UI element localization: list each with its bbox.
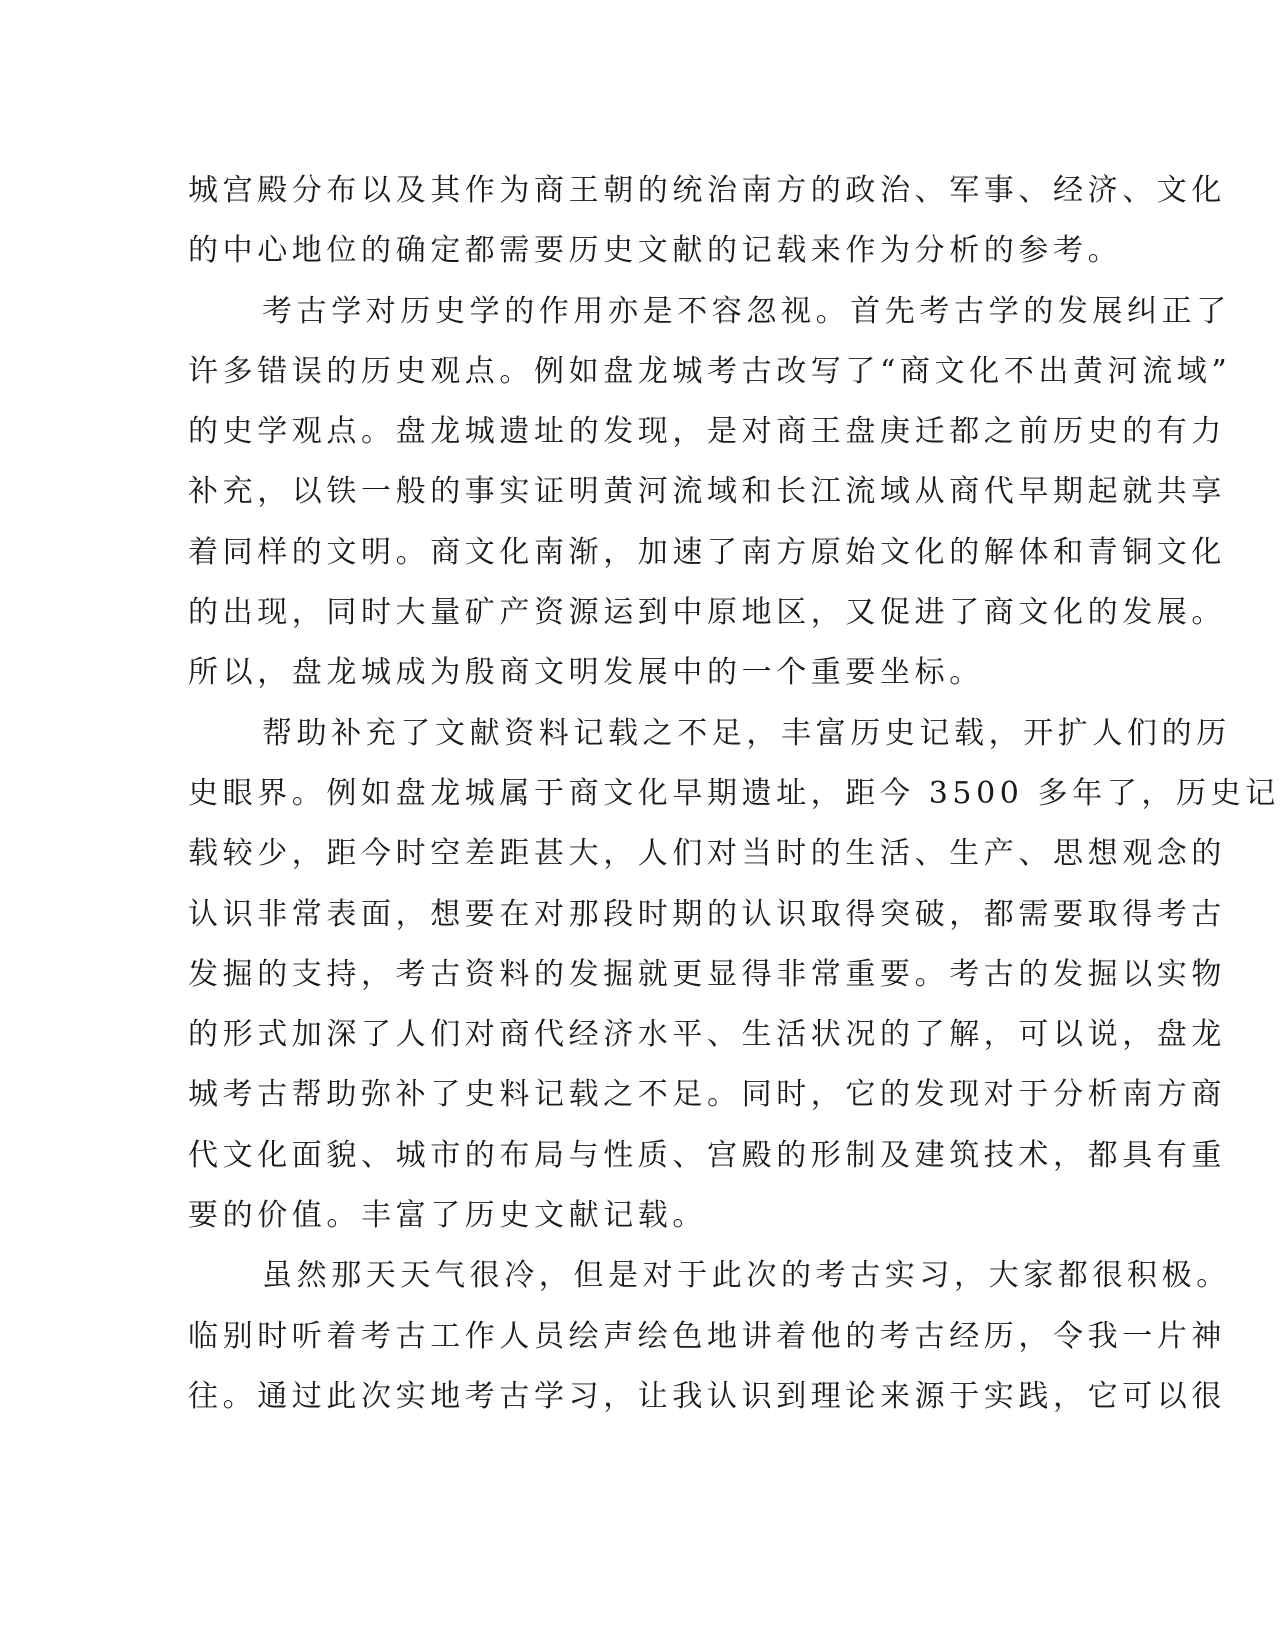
- text-line: 要的价值。丰富了历史文献记载。: [188, 1198, 707, 1234]
- text-line: 认识非常表面，想要在对那段时期的认识取得突破，都需要取得考古: [188, 896, 1226, 932]
- body-text: [188, 161, 1280, 1427]
- paragraph-start-line: 考古学对历史学的作用亦是不容忽视。首先考古学的发展纠正了: [262, 293, 1231, 329]
- text-line: 着同样的文明。商文化南渐，加速了南方原始文化的解体和青铜文化: [188, 534, 1226, 570]
- text-line: 的形式加深了人们对商代经济水平、生活状况的了解，可以说，盘龙: [188, 1017, 1226, 1053]
- text-line: 许多错误的历史观点。例如盘龙城考古改写了“商文化不出黄河流域”: [188, 353, 1232, 389]
- text-line: 载较少，距今时空差距甚大，人们对当时的生活、生产、思想观念的: [188, 836, 1226, 872]
- text-line: 所以，盘龙城成为殷商文明发展中的一个重要坐标。: [188, 655, 984, 691]
- text-line: 往。通过此次实地考古学习，让我认识到理论来源于实践，它可以很: [188, 1378, 1226, 1414]
- paragraph-start-line: 帮助补充了文献资料记载之不足，丰富历史记载，开扩人们的历: [262, 715, 1231, 751]
- text-line: 补充，以铁一般的事实证明黄河流域和长江流域从商代早期起就共享: [188, 474, 1226, 510]
- text-line: 城宫殿分布以及其作为商王朝的统治南方的政治、军事、经济、文化: [188, 173, 1226, 208]
- paragraph-start-line: 虽然那天天气很冷，但是对于此次的考古实习，大家都很积极。: [262, 1258, 1231, 1294]
- text-line: 临别时听着考古工作人员绘声绘色地讲着他的考古经历，令我一片神: [188, 1318, 1226, 1354]
- text-line: 的中心地位的确定都需要历史文献的记载来作为分析的参考。: [188, 233, 1123, 269]
- text-line: 发掘的支持，考古资料的发掘就更显得非常重要。考古的发掘以实物: [188, 956, 1226, 992]
- text-line: 史眼界。例如盘龙城属于商文化早期遗址，距今 3500 多年了，历史记: [188, 775, 1280, 811]
- text-line: 的史学观点。盘龙城遗址的发现，是对商王盘庚迁都之前历史的有力: [188, 414, 1226, 450]
- text-line: 的出现，同时大量矿产资源运到中原地区，又促进了商文化的发展。: [188, 595, 1226, 631]
- text-line: 城考古帮助弥补了史料记载之不足。同时，它的发现对于分析南方商: [188, 1077, 1226, 1113]
- text-line: 代文化面貌、城市的布局与性质、宫殿的形制及建筑技术，都具有重: [188, 1137, 1226, 1173]
